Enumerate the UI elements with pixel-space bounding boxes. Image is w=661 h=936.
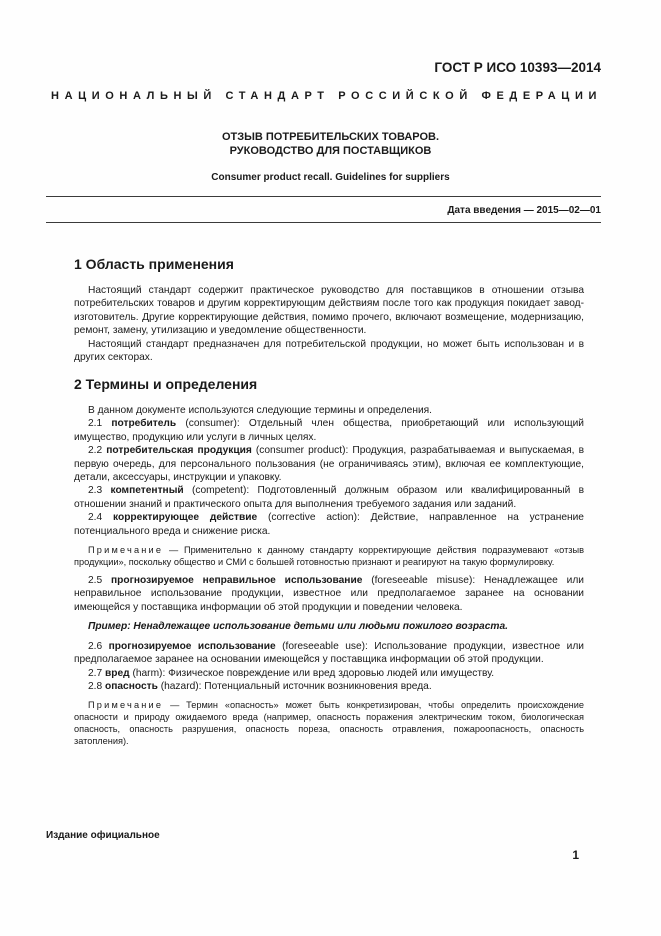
standard-number: ГОСТ Р ИСО 10393—2014: [434, 60, 601, 75]
term-definition: (corrective action): Действие, направленное на устранение потенциального вреда и снижение риска.: [74, 512, 584, 537]
note-text: — Термин «опасность» может быть конкретизирован, чтобы определить происхождение опасности и природу ожидаемого вреда (например, опасность поражения электрическим током, биологическая опасность, опасность разрушения, опасность пореза, опасность отравления, пожароопасность, опасность затопления).: [74, 700, 584, 747]
example-text: Пример: Ненадлежащее использование детьми или людьми пожилого возраста.: [88, 621, 508, 633]
term-2-1: [74, 417, 584, 444]
term-name: прогнозируемое использование: [108, 640, 276, 652]
note-2: [74, 699, 584, 747]
term-2-2: [74, 444, 584, 484]
term-name: прогнозируемое неправильное использование: [111, 575, 363, 587]
term-definition: (foreseeable use): Использование продукции, известное или предполагаемое заранее на основании имеющейся у поставщика информации об этой продукции.: [74, 640, 584, 666]
national-standard-banner: НАЦИОНАЛЬНЫЙ СТАНДАРТ РОССИЙСКОЙ ФЕДЕРАЦИИ: [51, 90, 602, 102]
term-number: 2.6: [88, 640, 109, 652]
document-title: [70, 130, 591, 158]
term-definition: (competent): Подготовленный должным образом или квалифицированный в отношении знаний и практического опыта для выполнения требуемого задания или заданий.: [74, 485, 584, 510]
term-number: 2.2: [88, 445, 107, 457]
term-definition: (consumer product): Продукция, разрабатываемая и выпускаемая, в первую очередь, для персонального пользования (не ограничиваясь этим), включая ее комплектующие, детали, аксессуары, инструкции и упаковку.: [74, 445, 584, 484]
divider-line: [46, 196, 601, 197]
term-definition: (hazard): Потенциальный источник возникновения вреда.: [157, 680, 432, 692]
note-label: Примечание: [88, 545, 164, 556]
section-2-heading: 2 Термины и определения: [74, 376, 258, 392]
term-2-3: [74, 484, 584, 511]
section-1-heading: 1 Область применения: [74, 256, 234, 272]
edition-label: Издание официальное: [46, 830, 160, 841]
term-definition: (harm): Физическое повреждение или вред здоровью людей или имуществу.: [129, 667, 495, 679]
term-name: компетентный: [110, 485, 184, 497]
section-1-paragraph: Настоящий стандарт предназначен для потребительской продукции, но может быть использован и в других секторах.: [74, 338, 584, 364]
term-name: корректирующее действие: [113, 512, 258, 524]
title-line-2: РУКОВОДСТВО ДЛЯ ПОСТАВЩИКОВ: [229, 145, 432, 157]
term-name: опасность: [105, 680, 158, 692]
term-number: 2.3: [88, 485, 111, 497]
section-2-intro: В данном документе используются следующие термины и определения.: [88, 405, 432, 416]
term-2-4: [74, 511, 584, 538]
section-1-paragraph: Настоящий стандарт содержит практическое руководство для поставщиков в отношении отзыва потребительских товаров и другим корректирующим действиям после того как продукция покидает завод-изготовитель. Другие корректирующие действия, помимо прочего, включают возмещение, модернизацию, ремонт, замену, утилизацию и уведомление общественности.: [74, 285, 584, 337]
term-number: 2.4: [88, 512, 114, 524]
term-definition: (foreseeable misuse): Ненадлежащее или неправильное использование продукции, известное или предполагаемое заранее на основании имеющейся у поставщика информации об этой продукции и поведении человека.: [74, 575, 584, 613]
section-2-body: [74, 404, 584, 753]
english-title: Consumer product recall. Guidelines for suppliers: [211, 172, 450, 183]
term-name: потребитель: [111, 418, 177, 430]
term-number: 2.1: [88, 418, 112, 430]
section-1-body: [74, 284, 584, 364]
term-number: 2.7: [88, 667, 105, 679]
term-2-8: [74, 680, 584, 693]
title-line-1: ОТЗЫВ ПОТРЕБИТЕЛЬСКИХ ТОВАРОВ.: [221, 131, 440, 143]
divider-line: [46, 222, 601, 223]
note-label: Примечание: [88, 700, 164, 711]
term-name: потребительская продукция: [106, 445, 252, 457]
note-text: — Применительно к данному стандарту корректирующие действия подразумевают «отзыв продукции», поскольку общество и СМИ с большей готовностью признают и реагируют на такую формулировку.: [74, 545, 584, 568]
term-2-6: [74, 640, 584, 667]
term-2-7: [74, 667, 584, 680]
term-name: вред: [105, 667, 130, 679]
term-number: 2.5: [88, 575, 111, 587]
page-number: 1: [572, 848, 579, 862]
term-number: 2.8: [88, 680, 105, 692]
note-1: [74, 544, 584, 568]
term-definition: (consumer): Отдельный член общества, приобретающий или использующий имущество, продукцию или услуги в личных целях.: [74, 418, 585, 443]
date-of-introduction: Дата введения — 2015—02—01: [447, 205, 601, 216]
term-2-5: [74, 574, 584, 614]
